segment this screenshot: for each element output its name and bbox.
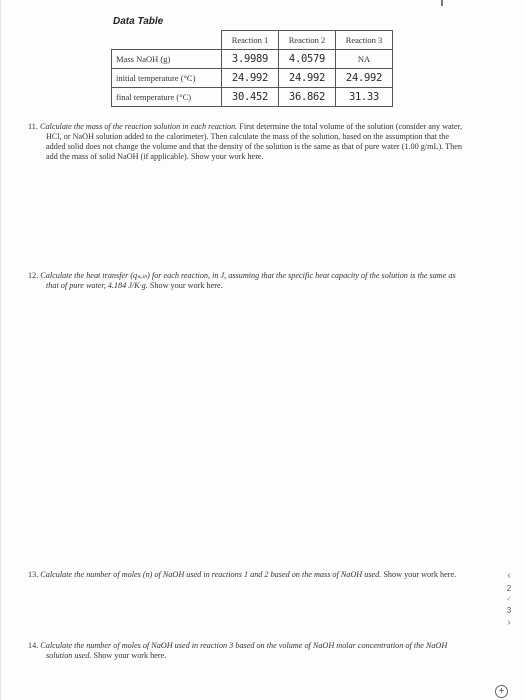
row-label: Mass NaOH (g): [112, 50, 222, 69]
data-table-title: Data Table: [113, 16, 164, 27]
column-header: Reaction 2: [279, 31, 336, 50]
table-cell: NA: [336, 50, 393, 69]
zoom-in-button[interactable]: +: [495, 685, 508, 698]
row-label: final temperature (°C): [112, 88, 222, 107]
table-cell: 4.0579: [279, 50, 336, 69]
question-number: 12.: [28, 271, 39, 280]
table-cell: 3.9989: [222, 50, 279, 69]
table-cell: 24.992: [336, 69, 393, 88]
column-header: Reaction 3: [336, 31, 393, 50]
question-prompt: Calculate the mass of the reaction solution in each reaction.: [39, 122, 238, 131]
table-row: [112, 69, 393, 88]
page-navigator: [498, 569, 520, 630]
question-prompt: Calculate the number of moles (n) of NaOH used in reactions 1 and 2 based on the mass of NaOH used.: [40, 570, 382, 579]
current-page-marker: ✓: [506, 596, 512, 603]
table-header-row: [112, 31, 393, 50]
chevron-down-icon[interactable]: ›: [507, 617, 511, 628]
table-row: [112, 88, 393, 107]
question-text: Show your work here.: [149, 281, 223, 290]
table-corner-cell: [112, 31, 222, 50]
table-cell: 31.33: [336, 88, 393, 107]
question-11: [28, 122, 468, 162]
page-marker: [441, 0, 443, 6]
question-number: 11.: [28, 122, 38, 131]
page-number-2[interactable]: 2: [506, 584, 512, 593]
row-label: initial temperature (°C): [112, 69, 222, 88]
table-row: [112, 50, 393, 69]
table-cell: 30.452: [222, 88, 279, 107]
table-cell: 24.992: [222, 69, 279, 88]
table-cell: 24.992: [279, 69, 336, 88]
chevron-up-icon[interactable]: ‹: [507, 570, 511, 581]
question-number: 13.: [28, 570, 39, 579]
column-header: Reaction 1: [222, 31, 279, 50]
page-number-3[interactable]: 3: [506, 606, 512, 615]
question-prompt: Calculate the heat transfer (qₛₒₗₙ) for each reaction, in J, assuming that the specific heat capacity of the solution is the same as that of pure water, 4.184 J/K·g.: [40, 271, 456, 290]
table-cell: 36.862: [279, 88, 336, 107]
question-text: Show your work here.: [383, 570, 457, 579]
question-14: [28, 641, 468, 661]
question-text: First determine the total volume of the solution (consider any water, HCl, or NaOH solution added to the calorimeter). Then calculate the mass of the solution, based on the assumption that the added solid does not change the volume and that the density of the solution is the same as that of pure water (1.00 g/mL). Then add the mass of solid NaOH (if applicable). Show your work here.: [46, 122, 462, 161]
question-prompt: Calculate the number of moles of NaOH used in reaction 3 based on the volume of NaOH molar concentration of the NaOH solution used.: [40, 641, 448, 660]
question-12: [28, 271, 468, 291]
question-number: 14.: [28, 641, 39, 650]
question-text: Show your work here.: [93, 651, 167, 660]
question-13: [28, 570, 468, 580]
data-table: [111, 30, 393, 107]
